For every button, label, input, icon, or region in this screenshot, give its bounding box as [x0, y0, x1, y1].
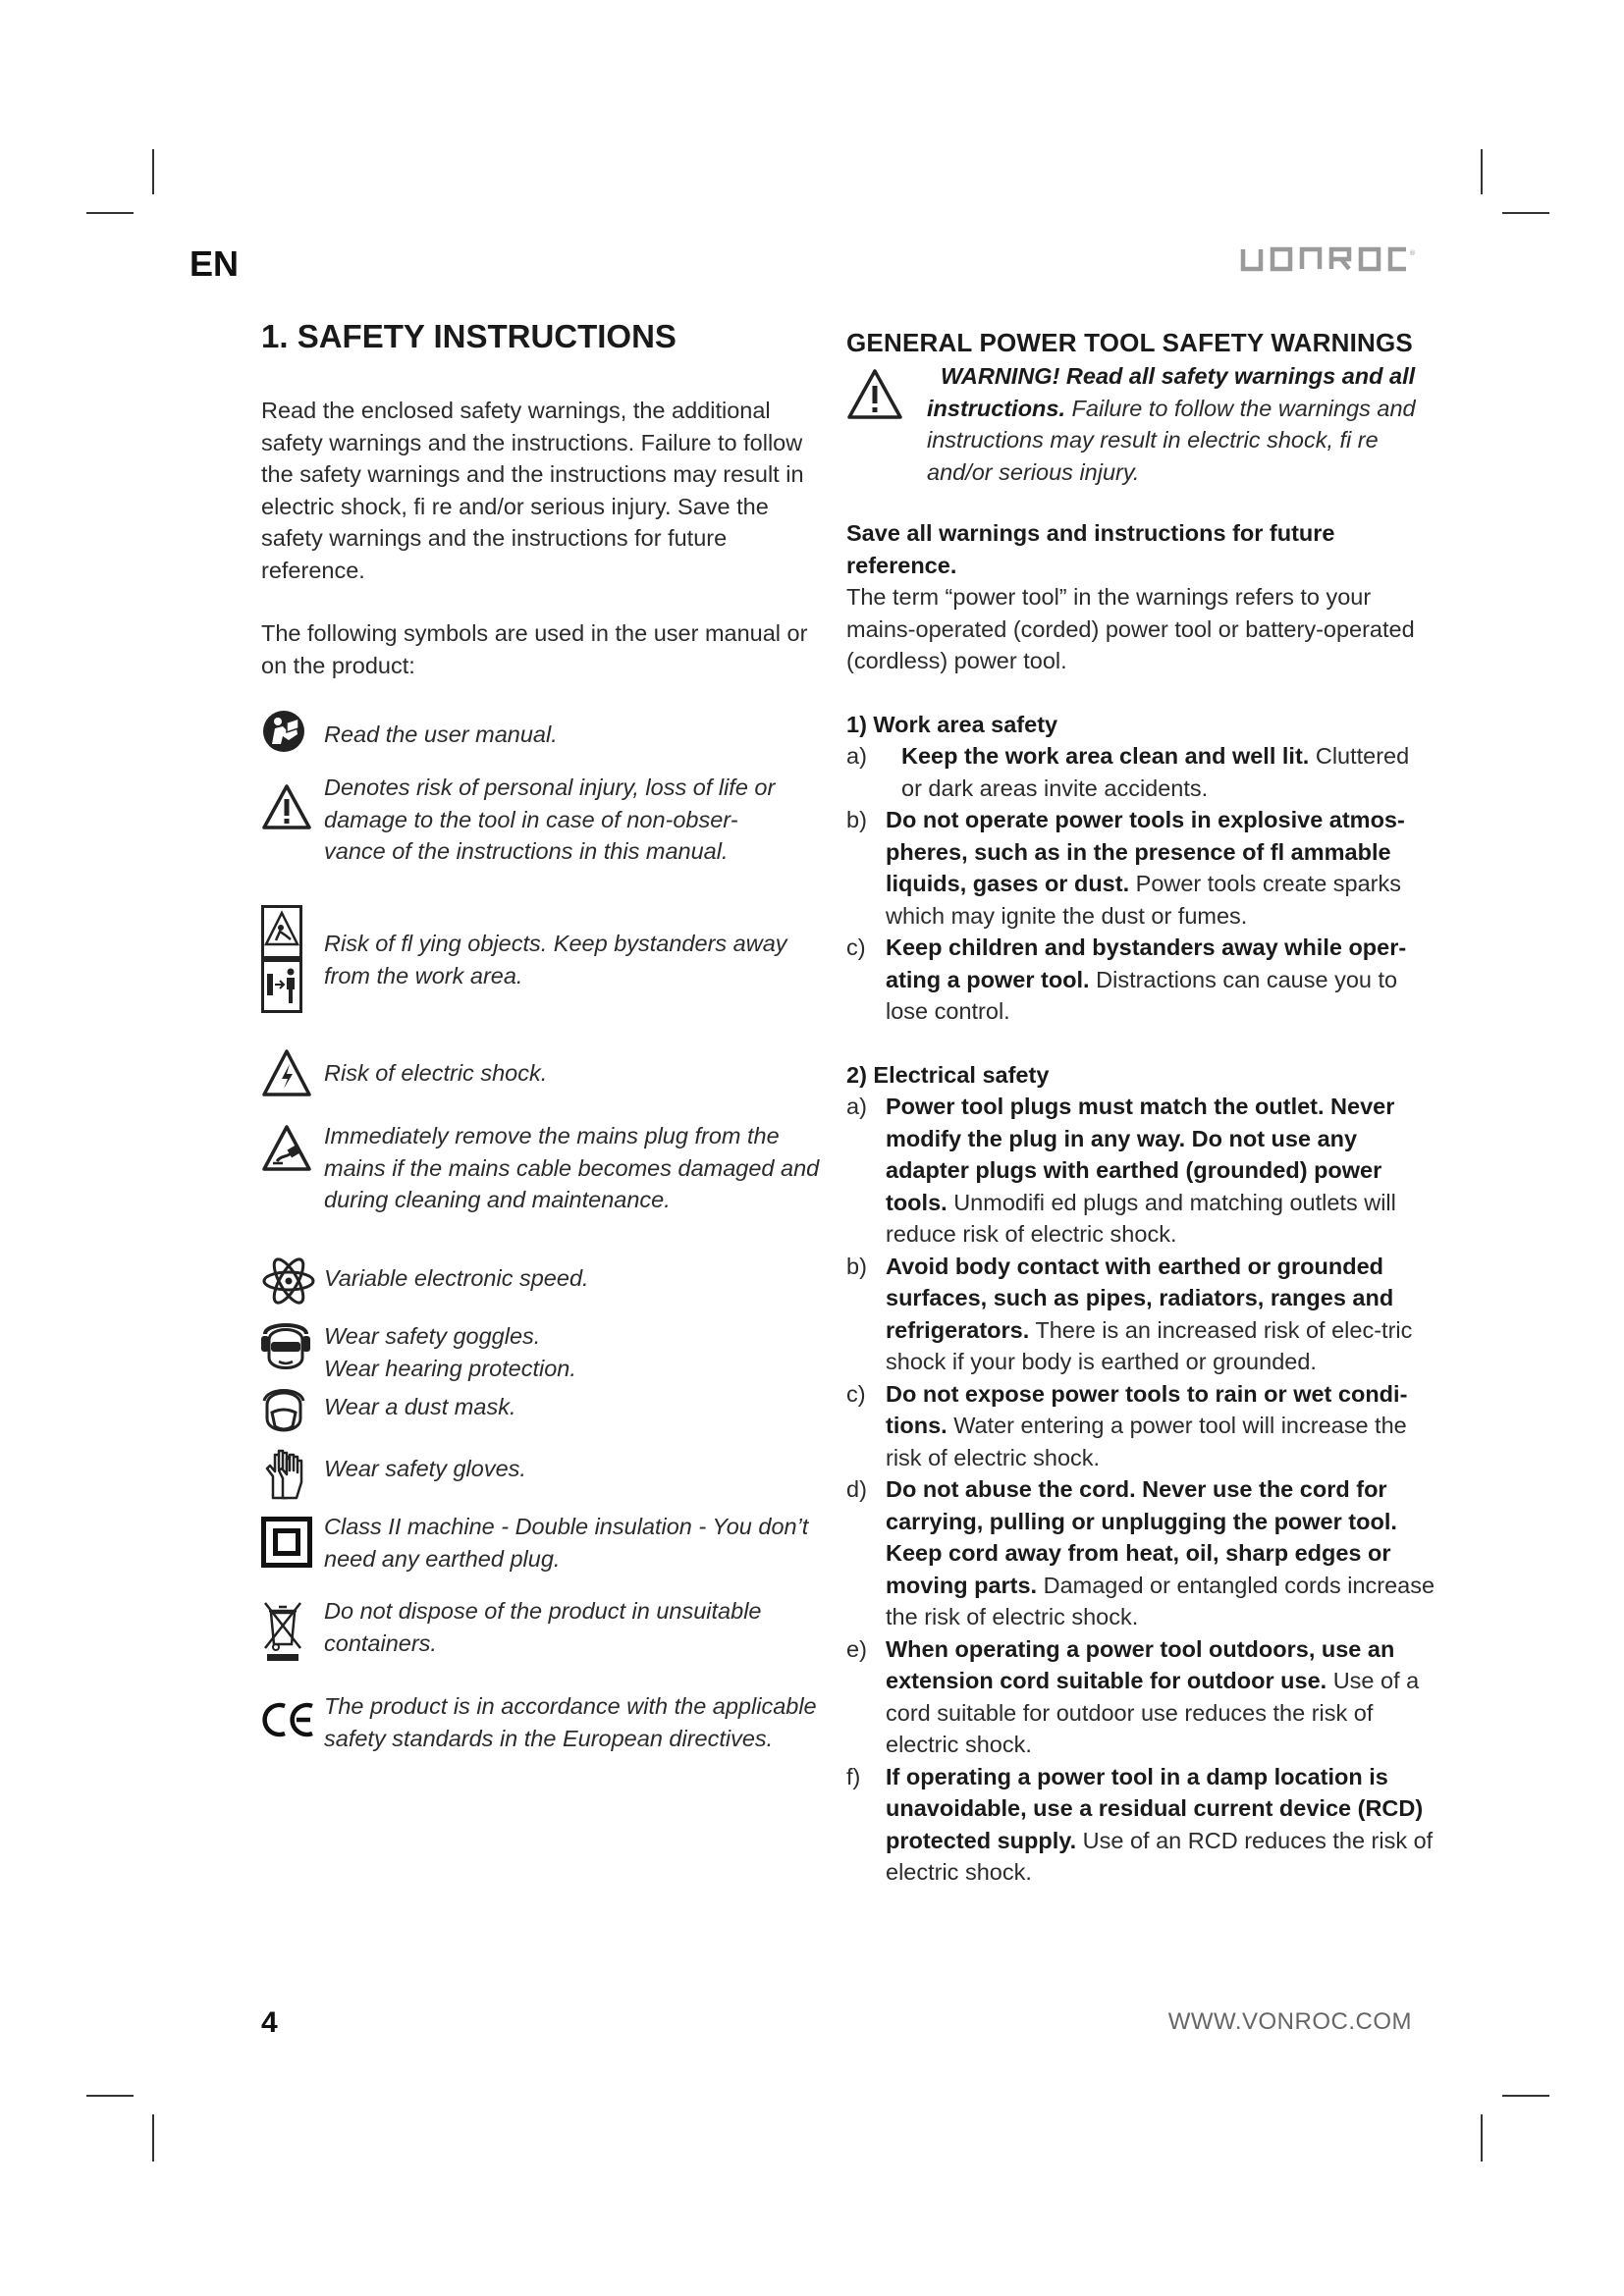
symbol-row	[261, 1690, 826, 1787]
ce-mark-icon	[261, 1690, 324, 1739]
warnings-title: GENERAL POWER TOOL SAFETY WARNINGS	[846, 328, 1413, 357]
symbol-description: Do not dispose of the product in unsuitable containers.	[324, 1598, 762, 1656]
item-rest: There is an increased risk of elec-tric shock if your body is earthed or grounded.	[886, 1316, 1413, 1374]
item-rest: Unmodifi ed plugs and matching outlets will reduce risk of electric shock.	[886, 1189, 1396, 1247]
crop-mark	[1502, 212, 1549, 214]
item-bold: Avoid body contact with earthed or grounded surfaces, such as pipes, radiators, ranges and refrigerators.	[886, 1253, 1394, 1343]
item-text	[886, 1378, 1435, 1474]
item-label: c)	[846, 934, 866, 960]
item-bold: Keep children and bystanders away while oper-ating a power tool.	[886, 934, 1407, 992]
symbol-row	[261, 772, 826, 876]
page-number: 4	[261, 2006, 278, 2039]
list-item	[846, 932, 1435, 1028]
warning-bold: WARNING! Read all safety warnings and all instructions.	[927, 363, 1416, 421]
warning-rest: Failure to follow the warnings and instructions may result in electric shock, fi re and/or serious injury.	[927, 395, 1416, 485]
list-item	[846, 740, 1435, 804]
language-code: EN	[189, 243, 240, 284]
warning-triangle-icon	[846, 360, 927, 488]
symbol-description: Wear a dust mask.	[324, 1394, 516, 1419]
item-bold: Do not expose power tools to rain or wet condi-tions.	[886, 1380, 1408, 1438]
website-url: WWW.VONROC.COM	[1167, 2008, 1412, 2035]
goggles-ear-protection-icon	[261, 1320, 324, 1375]
list-item	[846, 1633, 1435, 1761]
item-bold: Keep the work area clean and well lit.	[901, 743, 1310, 769]
crop-mark	[152, 149, 154, 194]
list-item	[846, 1091, 1435, 1251]
symbol-description: Immediately remove the mains plug from the mains if the mains cable becomes damaged and during cleaning and maintenance.	[324, 1123, 820, 1212]
safety-gloves-icon	[261, 1447, 324, 1502]
variable-speed-icon	[261, 1257, 324, 1305]
item-text	[886, 1473, 1435, 1633]
symbols-intro: The following symbols are used in the user manual or on the product:	[261, 620, 808, 678]
symbol-row	[261, 1320, 826, 1383]
crop-mark	[86, 2095, 134, 2097]
electric-shock-icon	[261, 1047, 324, 1098]
symbol-description: Wear safety goggles. Wear hearing protection.	[324, 1323, 576, 1381]
left-column	[261, 318, 826, 1787]
item-rest: Cluttered or dark areas invite accidents.	[901, 743, 1410, 801]
item-rest: Damaged or entangled cords increase the risk of electric shock.	[886, 1572, 1435, 1629]
brand-logo	[1237, 245, 1414, 280]
symbol-row	[261, 1595, 826, 1676]
list-item	[846, 1378, 1435, 1474]
weee-bin-icon	[261, 1595, 324, 1664]
general-warning	[846, 360, 1435, 488]
item-bold: If operating a power tool in a damp location is unavoidable, use a residual current device (RCD) protected supply.	[886, 1763, 1424, 1853]
symbol-row	[261, 905, 826, 1024]
item-label: a)	[846, 743, 867, 769]
dust-mask-icon	[261, 1385, 324, 1436]
svg-text:®: ®	[1409, 249, 1416, 257]
right-column	[846, 328, 1435, 1889]
symbol-description: Risk of electric shock.	[324, 1060, 548, 1086]
list-item	[846, 1473, 1435, 1633]
crop-mark	[152, 2114, 154, 2162]
term-note: The term “power tool” in the warnings refers to your mains-operated (corded) power tool or battery-operated (cordless) power tool.	[846, 584, 1415, 673]
remove-plug-icon	[261, 1120, 324, 1173]
item-label: d)	[846, 1476, 867, 1502]
item-rest: Use of a cord suitable for outdoor use reduces the risk of electric shock.	[886, 1668, 1420, 1757]
item-label: c)	[846, 1380, 866, 1407]
item-rest: Use of an RCD reduces the risk of electric shock.	[886, 1827, 1434, 1885]
item-rest: Distractions can cause you to lose control.	[886, 966, 1398, 1024]
warning-text	[927, 360, 1435, 488]
item-text	[886, 740, 1435, 804]
symbol-row	[261, 1511, 826, 1574]
item-bold: Do not abuse the cord. Never use the cord for carrying, pulling or unplugging the power tool. Keep cord away from heat, oil, sharp edges or moving parts.	[886, 1476, 1397, 1598]
item-rest: Power tools create sparks which may ignite the dust or fumes.	[886, 871, 1402, 929]
item-text	[886, 1251, 1435, 1378]
symbol-description: Denotes risk of personal injury, loss of life or damage to the tool in case of non-obser- vance of the instructions in this manual.	[324, 774, 776, 864]
item-label: b)	[846, 1253, 867, 1279]
symbol-description: Risk of fl ying objects. Keep bystanders away from the work area.	[324, 931, 787, 988]
item-text	[886, 1091, 1435, 1251]
symbol-row	[261, 1447, 826, 1502]
symbol-description: Variable electronic speed.	[324, 1265, 589, 1291]
item-text	[886, 932, 1435, 1028]
section-heading: 2) Electrical safety	[846, 1061, 1050, 1088]
crop-mark	[1481, 149, 1483, 194]
symbol-description: Read the user manual.	[324, 721, 558, 747]
symbol-description: Class II machine - Double insulation - You don’t need any earthed plug.	[324, 1514, 809, 1572]
crop-mark	[86, 212, 134, 214]
symbol-row	[261, 1257, 826, 1310]
save-note: Save all warnings and instructions for future reference.	[846, 520, 1335, 578]
symbol-description: The product is in accordance with the applicable safety standards in the European directives.	[324, 1693, 817, 1751]
item-rest: Water entering a power tool will increase the risk of electric shock.	[886, 1413, 1407, 1470]
symbol-description: Wear safety gloves.	[324, 1456, 526, 1481]
flying-objects-bystanders-icon	[261, 905, 324, 1015]
list-item	[846, 1251, 1435, 1378]
symbol-row	[261, 1385, 826, 1438]
item-label: f)	[846, 1763, 861, 1789]
warning-triangle-icon	[261, 772, 324, 830]
read-manual-icon	[261, 709, 324, 754]
item-bold: When operating a power tool outdoors, use an extension cord suitable for outdoor use.	[886, 1635, 1395, 1693]
intro-paragraph: Read the enclosed safety warnings, the additional safety warnings and the instructions. Failure to follow the safety warnings and the instructions may result in electric shock, fi re and/or serious injury. Save the safety warnings and the instructions for future reference.	[261, 398, 804, 583]
section-title: 1. SAFETY INSTRUCTIONS	[261, 318, 677, 354]
symbol-row	[261, 1120, 826, 1250]
item-label: a)	[846, 1094, 867, 1119]
section-heading: 1) Work area safety	[846, 711, 1058, 737]
item-label: e)	[846, 1635, 867, 1662]
crop-mark	[1502, 2095, 1549, 2097]
item-text	[886, 804, 1435, 932]
item-text	[886, 1633, 1435, 1761]
item-text	[886, 1761, 1435, 1889]
symbol-row	[261, 709, 826, 763]
symbol-row	[261, 1047, 826, 1110]
crop-mark	[1481, 2114, 1483, 2162]
item-bold: Do not operate power tools in explosive atmos-pheres, such as in the presence of fl ammable liquids, gases or dust.	[886, 807, 1405, 896]
item-bold: Power tool plugs must match the outlet. Never modify the plug in any way. Do not use any adapter plugs with earthed (grounded) power tools.	[886, 1094, 1395, 1215]
list-item	[846, 1761, 1435, 1889]
item-label: b)	[846, 807, 867, 832]
class-ii-insulation-icon	[261, 1511, 324, 1568]
list-item	[846, 804, 1435, 932]
symbol-list	[261, 709, 826, 1787]
